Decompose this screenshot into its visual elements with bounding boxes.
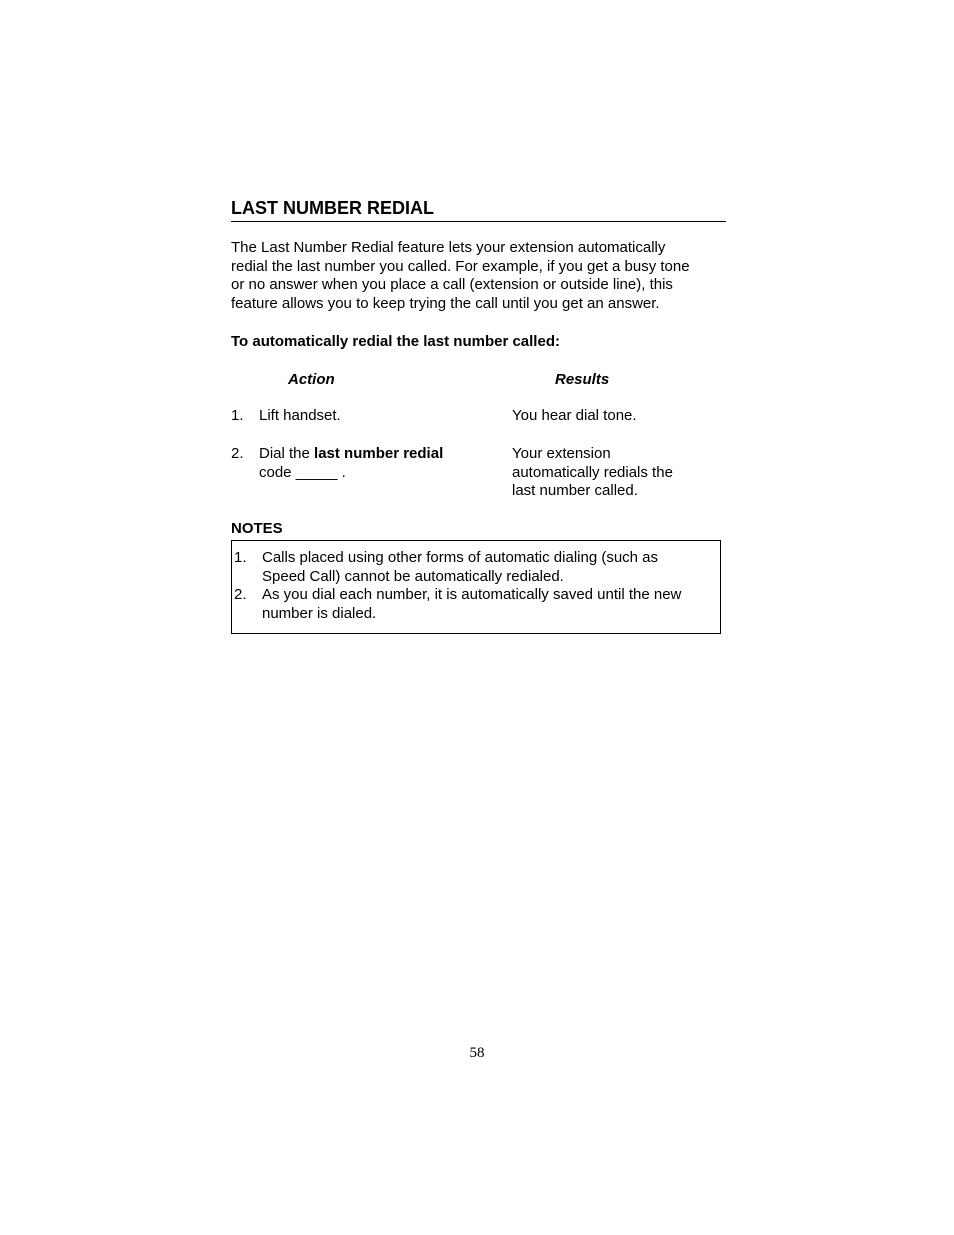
note-line: number is dialed. — [262, 604, 377, 622]
step-result — [512, 445, 673, 501]
step-result-line: You hear dial tone. — [512, 407, 637, 424]
intro-line: or no answer when you place a call (extension or outside line), this — [231, 276, 673, 294]
action-column-header: Action — [288, 371, 335, 388]
intro-line: feature allows you to keep trying the call until you get an answer. — [231, 294, 660, 312]
step-action-keyword: last number redial — [314, 445, 444, 462]
step-result — [512, 407, 637, 426]
page-number: 58 — [469, 1045, 485, 1061]
step-action-prefix: Dial the — [259, 445, 315, 462]
step-action-line — [259, 445, 443, 464]
note-line: Calls placed using other forms of automatic dialing (such as — [262, 549, 659, 566]
intro-paragraph — [231, 239, 721, 313]
step-result-line: automatically redials the — [512, 463, 673, 481]
note-number: 2. — [234, 586, 247, 603]
step-action: Lift handset. — [259, 407, 341, 424]
intro-line: The Last Number Redial feature lets your extension automatically — [231, 239, 666, 256]
step-action — [259, 445, 443, 482]
note-line: As you dial each number, it is automatically saved until the new — [262, 586, 682, 603]
note-line: Speed Call) cannot be automatically redialed. — [262, 567, 564, 585]
step-number: 2. — [231, 445, 244, 462]
note-text — [262, 586, 681, 623]
results-column-header: Results — [555, 371, 610, 388]
step-number: 1. — [231, 407, 244, 424]
section-title: LAST NUMBER REDIAL — [231, 197, 726, 222]
step-result-line: Your extension — [512, 445, 611, 462]
step-result-line: last number called. — [512, 482, 638, 500]
notes-title: NOTES — [231, 520, 283, 537]
note-text — [262, 549, 658, 586]
intro-line: redial the last number you called. For example, if you get a busy tone — [231, 257, 690, 275]
note-number: 1. — [234, 549, 247, 566]
procedure-subheading: To automatically redial the last number called: — [231, 333, 560, 350]
notes-box — [231, 540, 721, 634]
step-action-line: code _____ . — [259, 463, 346, 481]
